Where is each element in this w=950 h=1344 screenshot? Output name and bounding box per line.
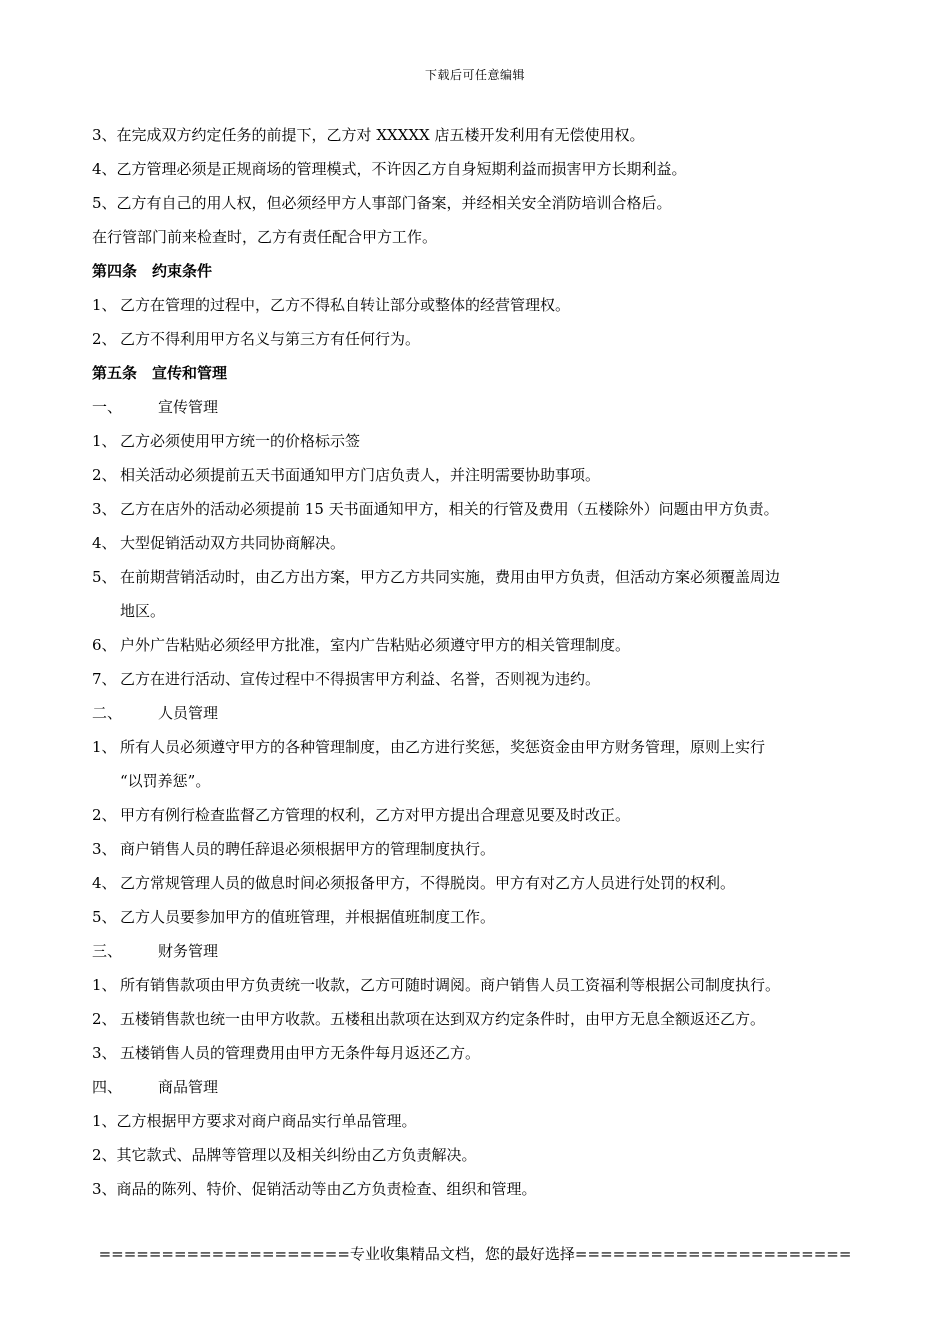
item-number: 7、	[92, 670, 117, 688]
item-number: 2、	[92, 1010, 117, 1028]
section-heading	[92, 390, 872, 424]
item-number: 2、	[92, 330, 117, 348]
list-item	[92, 798, 872, 832]
article-heading: 第五条 宣传和管理	[92, 364, 228, 382]
item-text: 商户销售人员的聘任辞退必须根据甲方的管理制度执行。	[120, 840, 496, 858]
list-item	[92, 1002, 872, 1036]
item-text: 在前期营销活动时，由乙方出方案，甲方乙方共同实施，费用由甲方负责，但活动方案必须覆盖周边	[120, 568, 781, 586]
paragraph: 3、商品的陈列、特价、促销活动等由乙方负责检查、组织和管理。	[92, 1180, 537, 1198]
item-text: 大型促销活动双方共同协商解决。	[120, 534, 346, 552]
list-item-continuation: “以罚养惩”。	[120, 772, 211, 790]
item-number: 1、	[92, 296, 117, 314]
page-header: 下载后可任意编辑	[424, 68, 525, 82]
section-number: 四、	[92, 1078, 123, 1096]
item-text: 五楼销售款也统一由甲方收款。五楼租出款项在达到双方约定条件时，由甲方无息全额返还乙方。	[120, 1010, 766, 1028]
item-number: 4、	[92, 874, 117, 892]
list-item	[92, 526, 872, 560]
item-text: 所有人员必须遵守甲方的各种管理制度，由乙方进行奖惩，奖惩资金由甲方财务管理，原则上实行	[120, 738, 766, 756]
article-heading: 第四条 约束条件	[92, 262, 213, 280]
item-number: 3、	[92, 1044, 117, 1062]
list-item-continuation: 地区。	[120, 602, 166, 620]
section-title: 财务管理	[158, 942, 219, 960]
section-number: 三、	[92, 942, 123, 960]
item-text: 乙方常规管理人员的做息时间必须报备甲方，不得脱岗。甲方有对乙方人员进行处罚的权利。	[120, 874, 736, 892]
item-text: 甲方有例行检查监督乙方管理的权利，乙方对甲方提出合理意见要及时改正。	[120, 806, 631, 824]
item-text: 乙方在管理的过程中，乙方不得私自转让部分或整体的经营管理权。	[120, 296, 571, 314]
item-text: 乙方必须使用甲方统一的价格标示签	[120, 432, 361, 450]
item-number: 2、	[92, 466, 117, 484]
section-title: 商品管理	[158, 1078, 219, 1096]
item-number: 5、	[92, 908, 117, 926]
paragraph: 2、其它款式、品牌等管理以及相关纠纷由乙方负责解决。	[92, 1146, 477, 1164]
list-item	[92, 900, 872, 934]
paragraph: 1、乙方根据甲方要求对商户商品实行单品管理。	[92, 1112, 417, 1130]
item-text: 乙方人员要参加甲方的值班管理，并根据值班制度工作。	[120, 908, 496, 926]
item-text: 五楼销售人员的管理费用由甲方无条件每月返还乙方。	[120, 1044, 481, 1062]
item-number: 5、	[92, 568, 117, 586]
paragraph: 3、在完成双方约定任务的前提下，乙方对 XXXXX 店五楼开发利用有无偿使用权。	[92, 126, 645, 144]
item-text: 户外广告粘贴必须经甲方批准，室内广告粘贴必须遵守甲方的相关管理制度。	[120, 636, 631, 654]
list-item	[92, 322, 872, 356]
item-number: 3、	[92, 500, 117, 518]
section-number: 二、	[92, 704, 123, 722]
item-text: 乙方在店外的活动必须提前 15 天书面通知甲方，相关的行管及费用（五楼除外）问题由甲方负责。	[120, 500, 779, 518]
page-footer: ====================专业收集精品文档，您的最好选择======================	[98, 1245, 852, 1263]
list-item	[92, 492, 872, 526]
section-title: 人员管理	[158, 704, 219, 722]
item-text: 乙方不得利用甲方名义与第三方有任何行为。	[120, 330, 421, 348]
list-item	[92, 662, 872, 696]
item-number: 1、	[92, 432, 117, 450]
section-number: 一、	[92, 398, 123, 416]
section-heading	[92, 1070, 872, 1104]
list-item	[92, 458, 872, 492]
item-number: 2、	[92, 806, 117, 824]
item-text: 相关活动必须提前五天书面通知甲方门店负责人，并注明需要协助事项。	[120, 466, 601, 484]
list-item	[92, 424, 872, 458]
paragraph: 在行管部门前来检查时，乙方有责任配合甲方工作。	[92, 228, 438, 246]
item-number: 1、	[92, 976, 117, 994]
list-item	[92, 628, 872, 662]
item-number: 1、	[92, 738, 117, 756]
item-text: 乙方在进行活动、宣传过程中不得损害甲方利益、名誉，否则视为违约。	[120, 670, 601, 688]
list-item	[92, 288, 872, 322]
section-heading	[92, 934, 872, 968]
item-number: 3、	[92, 840, 117, 858]
list-item	[92, 560, 872, 594]
list-item	[92, 832, 872, 866]
item-text: 所有销售款项由甲方负责统一收款，乙方可随时调阅。商户销售人员工资福利等根据公司制度执行。	[120, 976, 781, 994]
list-item	[92, 866, 872, 900]
section-title: 宣传管理	[158, 398, 219, 416]
document-body	[92, 118, 872, 1206]
list-item	[92, 968, 872, 1002]
paragraph: 5、乙方有自己的用人权，但必须经甲方人事部门备案，并经相关安全消防培训合格后。	[92, 194, 672, 212]
item-number: 4、	[92, 534, 117, 552]
section-heading	[92, 696, 872, 730]
paragraph: 4、乙方管理必须是正规商场的管理模式，不许因乙方自身短期利益而损害甲方长期利益。	[92, 160, 687, 178]
list-item	[92, 1036, 872, 1070]
item-number: 6、	[92, 636, 117, 654]
list-item	[92, 730, 872, 764]
